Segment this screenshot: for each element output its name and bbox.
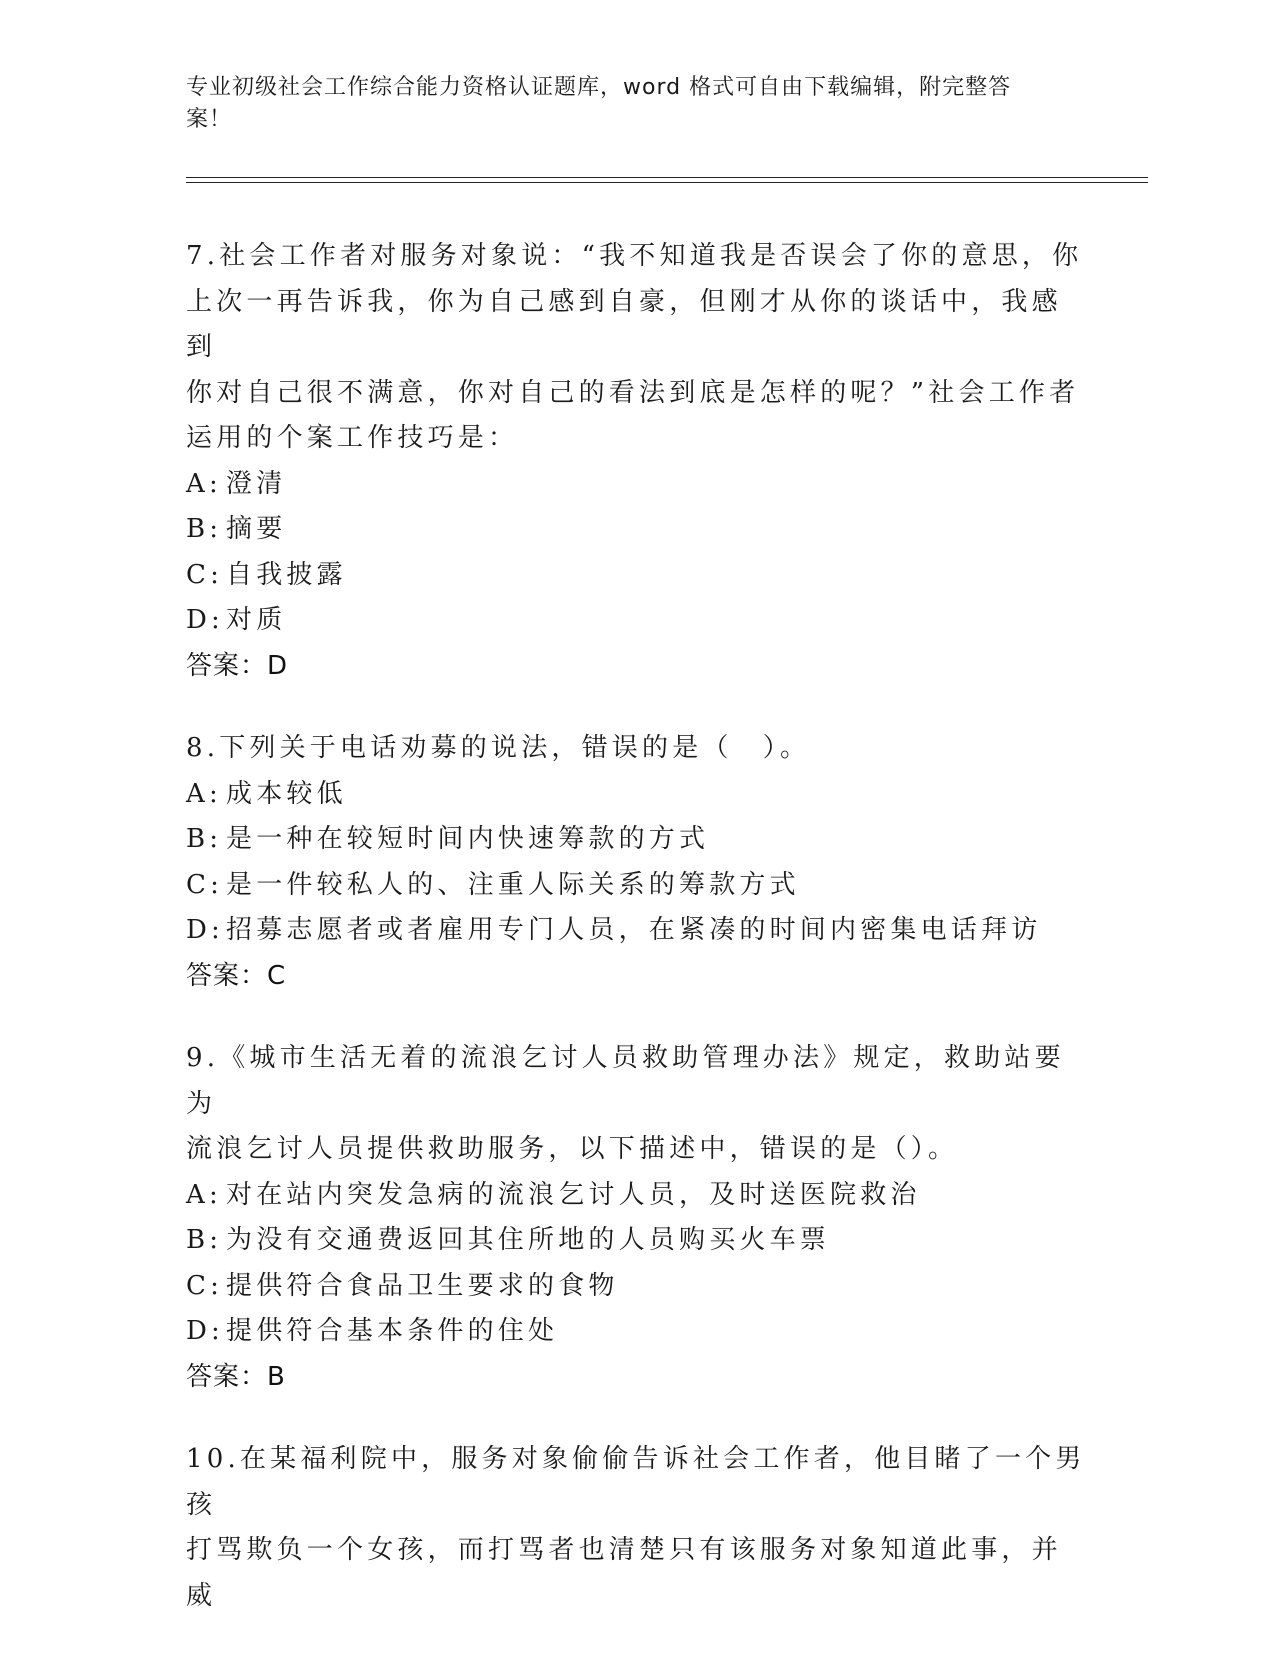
option-d <box>186 598 1086 644</box>
option-key: B: <box>186 514 223 544</box>
option-a <box>186 772 1086 818</box>
option-text: 成本较低 <box>226 778 347 809</box>
option-text: 对在站内突发急病的流浪乞讨人员，及时送医院救治 <box>226 1179 921 1210</box>
option-text: 是一件较私人的、注重人际关系的筹款方式 <box>226 869 800 900</box>
option-key: C: <box>186 1270 224 1301</box>
header-line-1: 专业初级社会工作综合能力资格认证题库，word 格式可自由下载编辑，附完整答 <box>186 75 1012 100</box>
option-text: 提供符合食品卫生要求的食物 <box>226 1270 619 1301</box>
option-list <box>186 772 1086 954</box>
option-key: A: <box>186 778 222 809</box>
option-key: D: <box>186 1316 225 1346</box>
header-divider-top <box>186 177 1148 178</box>
option-text: 为没有交通费返回其住所地的人员购买火车票 <box>226 1225 831 1255</box>
question-8 <box>186 726 1086 999</box>
stem-line: 流浪乞讨人员提供救助服务，以下描述中，错误的是（）。 <box>186 1134 959 1164</box>
option-key: C: <box>186 869 224 900</box>
question-9 <box>186 1036 1086 1400</box>
option-text: 是一种在较短时间内快速筹款的方式 <box>226 824 710 854</box>
option-d <box>186 908 1086 954</box>
stem-line: 9.《城市生活无着的流浪乞讨人员救助管理办法》规定，救助站要为 <box>186 1043 1065 1119</box>
option-key: A: <box>186 468 222 499</box>
option-text: 招募志愿者或者雇用专门人员，在紧凑的时间内密集电话拜访 <box>226 915 1042 945</box>
question-stem <box>186 726 1086 772</box>
option-c <box>186 863 1086 909</box>
question-list <box>186 234 1086 1656</box>
option-text: 对质 <box>226 605 287 635</box>
option-key: B: <box>186 824 223 854</box>
header-line-2: 案！ <box>186 107 233 132</box>
stem-line: 10.在某福利院中，服务对象偷偷告诉社会工作者，他目睹了一个男孩 <box>186 1444 1086 1520</box>
option-key: C: <box>186 559 224 590</box>
stem-line: 你对自己很不满意，你对自己的看法到底是怎样的呢？”社会工作者 <box>186 377 1080 408</box>
option-key: B: <box>186 1225 223 1255</box>
stem-line: 7.社会工作者对服务对象说：“我不知道我是否误会了你的意思，你 <box>186 241 1083 271</box>
document-header <box>186 72 1066 136</box>
option-list <box>186 1173 1086 1355</box>
stem-line: 打骂欺负一个女孩，而打骂者也清楚只有该服务对象知道此事，并威 <box>186 1535 1062 1611</box>
option-text: 澄清 <box>226 468 287 499</box>
option-key: D: <box>186 605 225 635</box>
stem-line: 8.下列关于电话劝募的说法，错误的是（ ）。 <box>186 733 811 763</box>
option-text: 提供符合基本条件的住处 <box>226 1316 559 1346</box>
answer-line: 答案：B <box>186 1361 286 1392</box>
question-stem <box>186 1437 1086 1619</box>
option-a <box>186 462 1086 508</box>
question-10 <box>186 1437 1086 1619</box>
question-stem <box>186 234 1086 462</box>
option-b <box>186 1218 1086 1264</box>
option-d <box>186 1309 1086 1355</box>
question-7 <box>186 234 1086 689</box>
stem-line: 运用的个案工作技巧是： <box>186 423 519 453</box>
option-c <box>186 553 1086 599</box>
stem-line: 上次一再告诉我，你为自己感到自豪，但刚才从你的谈话中，我感到 <box>186 286 1062 362</box>
question-stem <box>186 1036 1086 1173</box>
option-b <box>186 817 1086 863</box>
option-text: 自我披露 <box>226 559 347 590</box>
answer-line: 答案：C <box>186 960 287 991</box>
option-key: A: <box>186 1179 222 1210</box>
header-divider-bottom <box>186 182 1148 183</box>
option-a <box>186 1173 1086 1219</box>
option-text: 摘要 <box>226 514 287 544</box>
option-key: D: <box>186 915 225 945</box>
option-c <box>186 1264 1086 1310</box>
option-b <box>186 507 1086 553</box>
option-list <box>186 462 1086 644</box>
answer-line: 答案：D <box>186 650 289 681</box>
